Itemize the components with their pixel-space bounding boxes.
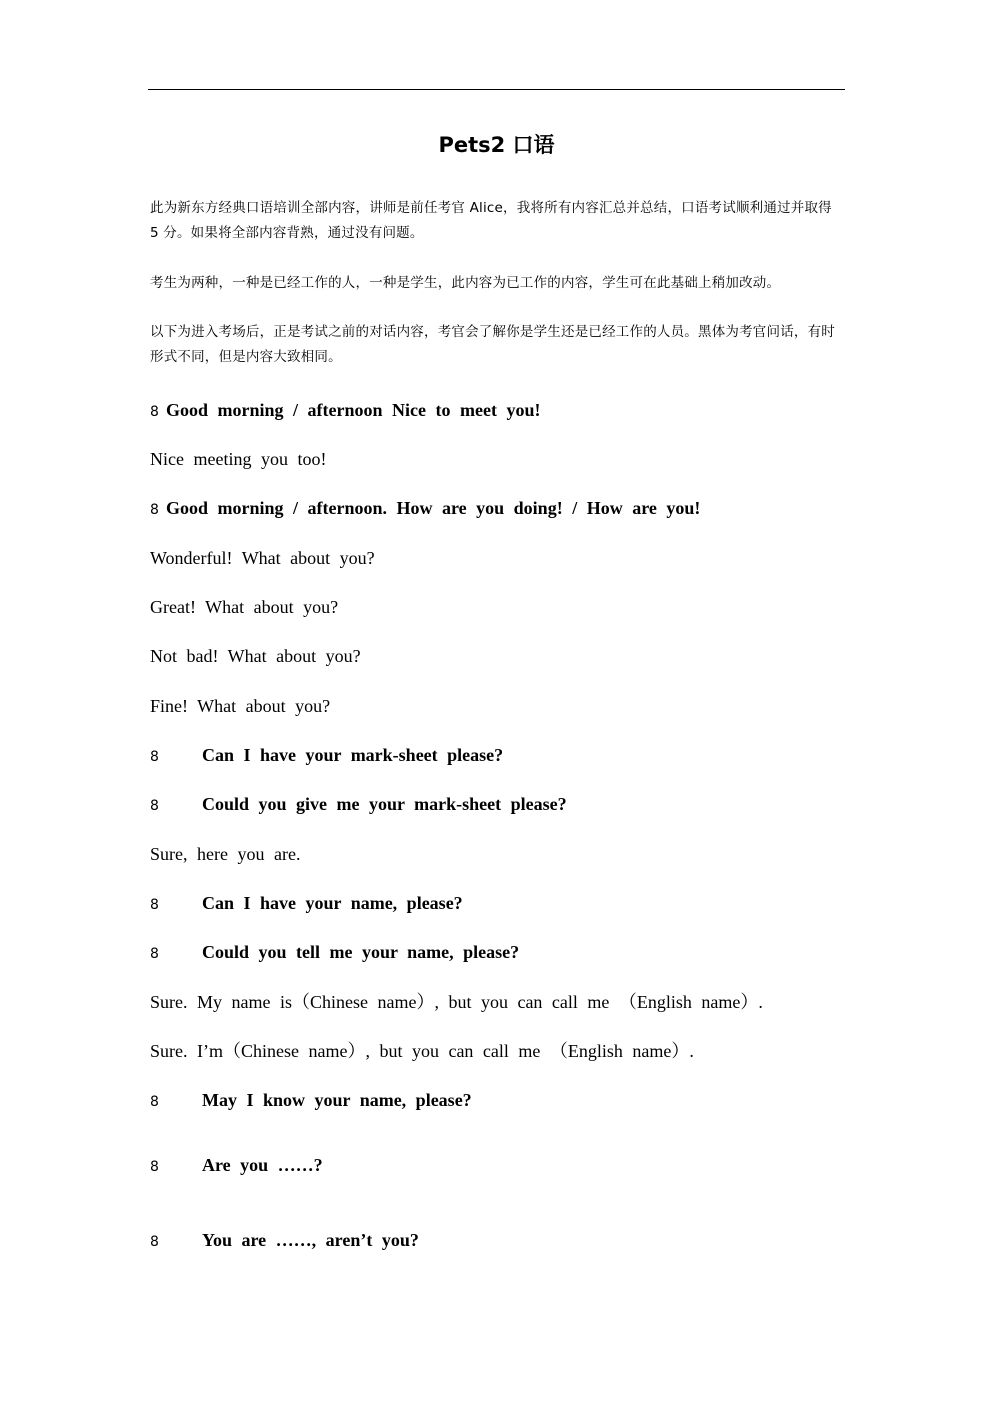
examiner-line xyxy=(150,1088,845,1114)
bullet-marker: 8 xyxy=(150,946,159,962)
examiner-line xyxy=(150,743,845,769)
examiner-line xyxy=(150,792,845,818)
candidate-line xyxy=(150,1039,845,1063)
examiner-line xyxy=(150,891,845,917)
dialogue-text: Sure, here you are. xyxy=(150,844,301,864)
dialogue-text: May I know your name, please? xyxy=(202,1090,472,1110)
dialogue-text: Could you give me your mark-sheet please? xyxy=(202,794,567,814)
examiner-line xyxy=(150,398,845,424)
intro-paragraph-1: 此为新东方经典口语培训全部内容，讲师是前任考官 Alice，我将所有内容汇总并总结，口语考试顺利通过并取得 5 分。如果将全部内容背熟，通过没有问题。 xyxy=(150,200,832,241)
examiner-line xyxy=(150,1228,845,1254)
candidate-line xyxy=(150,644,845,668)
bullet-marker: 8 xyxy=(150,404,159,420)
bullet-marker: 8 xyxy=(150,897,159,913)
examiner-line xyxy=(150,940,845,966)
dialogue-text: Wonderful! What about you? xyxy=(150,548,375,568)
dialogue-text: Good morning / afternoon. How are you doing! / How are you! xyxy=(166,498,701,518)
bullet-marker: 8 xyxy=(150,1234,159,1250)
dialogue-text: Can I have your mark-sheet please? xyxy=(202,745,504,765)
intro-paragraph-2: 考生为两种，一种是已经工作的人，一种是学生，此内容为已工作的内容，学生可在此基础上稍加改动。 xyxy=(150,275,781,291)
dialogue-text: Can I have your name, please? xyxy=(202,893,463,913)
dialogue-text: Nice meeting you too! xyxy=(150,449,327,469)
intro-paragraph-3: 以下为进入考场后，正是考试之前的对话内容，考官会了解你是学生还是已经工作的人员。黑体为考官问话，有时形式不同，但是内容大致相同。 xyxy=(150,324,835,365)
dialogue-text: Sure. I’m（Chinese name）, but you can call me （English name）. xyxy=(150,1041,694,1061)
dialogue-text: You are ……, aren’t you? xyxy=(202,1230,419,1250)
examiner-line xyxy=(150,1153,845,1179)
document-title: Pets2 口语 xyxy=(438,133,555,157)
dialogue-text: Fine! What about you? xyxy=(150,696,331,716)
dialogue-text: Great! What about you? xyxy=(150,597,339,617)
dialogue-text: Not bad! What about you? xyxy=(150,646,361,666)
dialogue-text: Could you tell me your name, please? xyxy=(202,942,520,962)
dialogue-text: Sure. My name is（Chinese name）, but you can call me （English name）. xyxy=(150,992,763,1012)
examiner-line xyxy=(150,496,845,522)
candidate-line xyxy=(150,694,845,718)
dialogue-text: Are you ……? xyxy=(202,1155,323,1175)
bullet-marker: 8 xyxy=(150,1094,159,1110)
bullet-marker: 8 xyxy=(150,1159,159,1175)
bullet-marker: 8 xyxy=(150,749,159,765)
bullet-marker: 8 xyxy=(150,502,159,518)
candidate-line xyxy=(150,546,845,570)
bullet-marker: 8 xyxy=(150,798,159,814)
dialogue-text: Good morning / afternoon Nice to meet you! xyxy=(166,400,541,420)
candidate-line xyxy=(150,990,845,1014)
candidate-line xyxy=(150,447,845,471)
header-rule xyxy=(148,89,845,90)
candidate-line xyxy=(150,842,845,866)
candidate-line xyxy=(150,595,845,619)
